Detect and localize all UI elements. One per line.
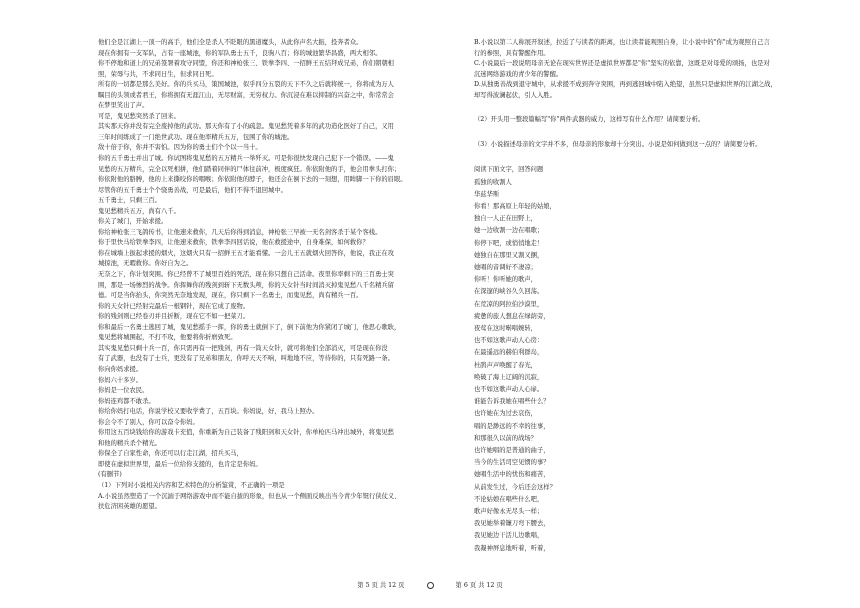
text-line: 你妈是一位农民。 [98, 387, 149, 395]
poem-line: 她唱生活中的忧伤和痛苦， [474, 471, 550, 479]
poem-line: 她唱的音调好不凄凉； [474, 264, 537, 271]
poem-line: 她一边收割一边在唱歌； [474, 227, 544, 235]
poem-line: 她独自在那里又割又捆， [474, 251, 544, 259]
text-line: 你给神枪张三飞鸽传书，让他速来救你，几天后你得到消息，神枪张三早被一无名剑客杀于某个客栈。 [98, 228, 382, 236]
text-line: 其实鬼见愁只剩十兵一百，你只需再有一把残剑，再有一筒天女针，就可将他们全部消灭，可是现在你没 [98, 344, 388, 352]
poem-line: 唱的是渺远的不幸的往事， [474, 422, 550, 430]
answer-options [474, 38, 836, 101]
text-line: 他们全是江湖上一顶一的高手，他们全是杀人不眨眼的黑道魔头，从此你声名大振，投奔者众。 [98, 39, 363, 46]
text-line: 瞩目的头领或者君王，你将拥有无涯江山，无尽财富，无穷权力。你沉浸在难以抑制的兴奋之中，你常常会 [98, 91, 394, 99]
poem-line: 孤独的收割人 [474, 178, 512, 186]
text-line: 尽管你的五千勇士个个骁勇善战，可是最后，他们不得不退回城中。 [98, 186, 287, 194]
text-line: 你的五千勇士并出了城。你试图将鬼见愁的五万精兵一举歼灭。可是你很快发现自己犯下一个错误。——鬼 [98, 155, 394, 163]
text-line: 你保全了自家性命，你还可以行走江湖，招兵买马， [98, 450, 243, 458]
poem-line: 也不如这歌声动人心扉。 [474, 386, 544, 394]
poem-line: 夜莺在这时啭唱婉转， [474, 325, 537, 333]
poem-line: 也许她在为过去哀伤， [474, 410, 537, 418]
poem-line: 华兹华斯 [474, 190, 500, 198]
text-line: 你不停地和道上的兄弟签署着攻守同盟，你还和神枪张三、铁拳李四、一招鲜王五结拜成兄弟，你们朝朝相 [98, 60, 394, 68]
text-line: 现在你拥有一支军队，占有一座城池，你的军队勇士五千，良驹八百；你的城池繁华昌盛，两大相邻。 [98, 49, 382, 57]
text-line: 城掠池，无暇救你。你好自为之。 [98, 260, 193, 268]
poem-line: 歌声好像永无尽头一样； [474, 508, 544, 516]
text-line: 鬼见愁精兵五万，尚有八千。 [98, 207, 180, 215]
poem-line: 也不如这歌声动人心房： [474, 337, 544, 345]
poem-line: 阅读下面文字，回答问题 [474, 166, 544, 174]
poem-line: 你看！那高原上年轻的姑娘， [474, 202, 556, 210]
text-line: 你和最后一名勇士逃回了城，鬼见愁摇手一挥，你的勇士就倒下了，倒下前他为你紧闭了城门，他思心歌耿， [98, 323, 401, 331]
text-line: 在梦里笑出了声。 [98, 102, 149, 110]
poem-line: 你停下吧，或悄悄地走！ [474, 239, 544, 247]
text-line: 见愁的五万精兵，完全以死相拼，他们踏着同伴的尸体往前冲，极度疯狂。你依附他的手，他会用拳头打你； [98, 165, 401, 173]
option-line: B.小说以第二人称展开叙述，拉近了与读者的距离，也让读者能观照自身，让小说中的"你"成为观照自己言 [474, 39, 770, 46]
text-line: 照，荣辱与共，不求同日生，但求同日死。 [98, 70, 218, 78]
question-3: （3）小说描述母亲的文字并不多，但母亲的形象却十分突出。小说是如何做到这一点的？请简要分析。 [474, 140, 762, 148]
text-line: 你向你妈求援。 [98, 365, 143, 373]
left-column [98, 38, 450, 513]
text-line: 和他的精兵杀个精光。 [98, 439, 161, 447]
text-line: 即使在虚拟世界里，最后一位给你支援的，也肯定是你妈。 [98, 460, 262, 468]
text-line: 你的残剑则已经卷刃并且折断，现在它不如一把菜刀。 [98, 313, 250, 321]
poem-line: 在最遥远的赫伯利群岛， [474, 349, 544, 357]
text-line: 你的天女针已经射完最后一根钢针，现在它成了废物。 [98, 302, 250, 310]
poem-line: 在荒凉的阿拉伯沙漠里， [474, 300, 544, 308]
text-line: 你会令不了别人，你可以奋令你妈。 [98, 418, 199, 426]
text-line: 五千勇士，只剩三百。 [98, 197, 161, 205]
text-line: 你给你妈打电话，你说学校又要收学费了，五百块。你妈说，好，我马上照办。 [98, 408, 319, 416]
text-line: 围，那是一场惨烈的战争。你挥舞你的残剑到斩下无数头颅，你的天女针当时间消灭掉鬼见愁八千名精兵留 [98, 281, 394, 289]
question-2: （2）开头用一整段篇幅写"你"两件武器的威力，这样写有什么作用？请简要分析。 [474, 116, 705, 124]
poem-line: 独自一人正在田野上， [474, 215, 537, 223]
poem-line: 我见她边干活儿边歌唱， [474, 532, 544, 540]
poem-line: 我凝神屏息地听着，听着， [474, 544, 550, 552]
text-line: 你在城墙上拔起求援的烟火，这烟火只有一招鲜王五才能看懂。一会儿王五就烟火回答你，他说，我正在攻 [98, 249, 394, 257]
option-line: D.从独勇善战到退守城中，从求援不成到奔守突围，再到逃回城中陷入绝望，虽然只是虚拟世界的江湖之战， [474, 81, 777, 89]
poem-line: 唤破了海上辽阔的沉寂， [474, 373, 544, 381]
poem-line: 谁能告诉我她在唱些什么？ [474, 398, 550, 406]
text-line: 扶危济困英雄的愿望。 [98, 503, 161, 511]
text-line: A.小说虽然塑造了一个沉湎于网络游戏中而不能自拔的形象，但也从一个侧面反映出当今青少年铤行侠仗义、 [98, 492, 401, 500]
poem-line: 也许她唱的是普通的曲子， [474, 447, 550, 455]
poem-line: 和那很久以前的战场？ [474, 434, 537, 442]
poem-line: 不论姑娘在唱些什么吧， [474, 495, 544, 503]
text-line: 无奈之下，你计划突围。你已经曾不了城里百姓的死活，现在你只想自己活命。夜里你率剩下的三百勇士突 [98, 271, 394, 279]
text-line: 所有的一切都是那么美好。你的兵买马，策国城池，似乎四分五裂的天下不久之后就将统一，你将成为万人 [98, 81, 394, 89]
poem-line: 杜鹃声声唤醒了春光， [474, 361, 537, 369]
text-line: 你妈六十多岁。 [98, 376, 143, 384]
poem-line: 当今的生活司空见惯的事？ [474, 459, 550, 467]
binding-hole-icon [427, 582, 434, 589]
poem-line: 从前发生过，今后还会这样？ [474, 483, 556, 491]
text-line: 你妈连鸡都不敢杀。 [98, 397, 155, 405]
option-line: 沉迷网络游戏的青少年的警醒。 [474, 70, 563, 78]
text-line: （1）下列对小说相关内容和艺术特色的分析鉴赏，不正确的一项是 [98, 481, 285, 489]
text-line: 你关了城门，开始求援。 [98, 218, 168, 226]
text-line: 三年时间练成了一门绝世武功。现在他率精兵五万，包围了你的城池。 [98, 133, 294, 141]
text-line: 敌十倍于你，你并不害怕。因为你的勇士们个个以一当十。 [98, 144, 262, 152]
poem-line: 在深邃的峡谷久久回荡。 [474, 288, 544, 296]
text-line: 你于里快马给铁拳李四，让他速来救你，铁拳李四回话说，他在救援途中，自身难保，如何救你？ [98, 239, 369, 247]
text-line: 其实那天你并没有完全废掉他的武功。那天你有了小的疏忽。鬼见愁凭着多年的武功造化医好了自己，又用 [98, 123, 394, 131]
option-line: C.小说最后一段说明母亲无论在现实世界还是虚拟世界都是"你"坚实的依靠，这既是对母爱的颂扬，也是对 [474, 60, 770, 68]
poem-block [474, 164, 836, 555]
text-line: (有删节) [98, 471, 122, 479]
text-line: 可是，鬼见愁突然杀了回来。 [98, 112, 180, 120]
left-page-number: 第 5 页 共 12 页 [357, 582, 405, 589]
page-footer [0, 580, 860, 589]
right-page-number: 第 6 页 共 12 页 [455, 582, 503, 589]
option-line: 行的参照，具有警醒作用。 [474, 49, 550, 57]
text-line: 你依附他的胳膊，他的上来撕咬你的咽喉；你依附他的脖子，他还会在倒下去的一刻想，用眸脚一下你的眉眼。 [98, 176, 407, 184]
poem-line: 我见她举着镰刀弯下腰去， [474, 520, 550, 528]
right-column [474, 38, 836, 555]
option-line: 却写得波澜起伏，引人入胜。 [474, 91, 556, 99]
text-line: 有了武器，也没有了士兵，更没有了兄弟和朋友，你呼天天不响，叫地地不应，等待你的，只有死路一条。 [98, 355, 394, 363]
text-line: 你用这五百块钱给你的游戏卡充值，你重新为自己装备了残阳剑和天女针，你单枪匹马冲出城外，将鬼见愁 [98, 429, 394, 437]
poem-line: 疲惫的旅人想息在绿荫旁， [474, 312, 550, 320]
text-line: 德。可是当你抬头，你突然无奈地发现，现在，你只剩下一名勇士，而鬼见愁，尚有精兵一百。 [98, 292, 363, 300]
text-line: 鬼见愁将城围起，不打不攻，他要将你折磨致死。 [98, 334, 237, 342]
poem-line: 你听！你听她的歌声， [474, 276, 537, 284]
